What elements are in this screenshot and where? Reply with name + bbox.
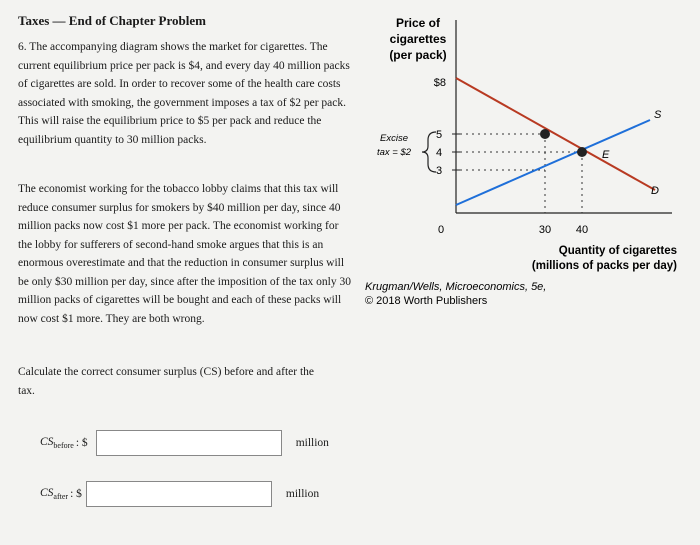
- problem-paragraph-2: The economist working for the tobacco lobby claims that this tax will reduce consumer surplus for smokers by $40 million per day, since 40 million packs now cost $1 more per pack. The economist working for the lobby for sufferers of second-hand smoke argues that this is an enormous overestimate and that the reduction in consumer surplus will be only $30 million per day, since after the imposition of the tax only 30 million packs of cigarettes will be bought and each of these packs will now cost $1 more. They are both wrong.: [18, 183, 352, 325]
- excise-brace: [422, 132, 436, 172]
- x-tick-0: 0: [437, 224, 445, 236]
- y-tick-3: 3: [435, 165, 443, 177]
- problem-question: Calculate the correct consumer surplus (CS) before and after the tax.: [18, 366, 315, 397]
- cs-before-dollar: : $: [75, 437, 88, 449]
- x-axis-label-line-2: (millions of packs per day): [531, 260, 677, 272]
- credit-line-2: © 2018 Worth Publishers: [365, 295, 488, 307]
- demand-label: D: [651, 185, 659, 197]
- x-tick-40: 40: [575, 224, 589, 236]
- problem-paragraph-1: 6. The accompanying diagram shows the market for cigarettes. The current equilibrium price per pack is $4, and every day 40 million packs of cigarettes are sold. In order to recover some of the health care costs associated with smoking, the government imposes a tax of $2 per pack. This will raise the equilibrium price to $5 per pack and reduce the equilibrium quantity to 30 million packs.: [18, 41, 350, 146]
- y-tick-8: $8: [433, 77, 446, 89]
- excise-label-line-1: Excise: [380, 133, 408, 144]
- cs-before-label: $CS_{before}$: [40, 436, 74, 450]
- post-tax-point: [540, 129, 550, 139]
- cs-after-label: $CS_{after}$: [40, 487, 69, 501]
- credit-line-1: Krugman/Wells, Microeconomics, 5e,: [365, 281, 547, 293]
- y-tick-4: 4: [435, 147, 443, 159]
- y-axis-label-line-1: Price of: [395, 16, 441, 30]
- y-axis-label-line-2: cigarettes: [389, 32, 447, 46]
- y-axis-label-line-3: (per pack): [389, 48, 447, 62]
- x-tick-30: 30: [538, 224, 552, 236]
- cs-before-unit: million: [295, 437, 329, 449]
- cs-after-unit: million: [285, 488, 320, 500]
- equilibrium-point: [577, 147, 587, 157]
- problem-title: Taxes — End of Chapter Problem: [18, 13, 206, 28]
- equilibrium-label: E: [602, 149, 610, 161]
- y-tick-5: 5: [435, 129, 443, 141]
- cs-after-dollar: : $: [70, 488, 82, 500]
- supply-label: S: [654, 109, 662, 121]
- x-axis-label-line-1: Quantity of cigarettes: [558, 245, 677, 257]
- excise-label-line-2: tax = $2: [376, 147, 412, 158]
